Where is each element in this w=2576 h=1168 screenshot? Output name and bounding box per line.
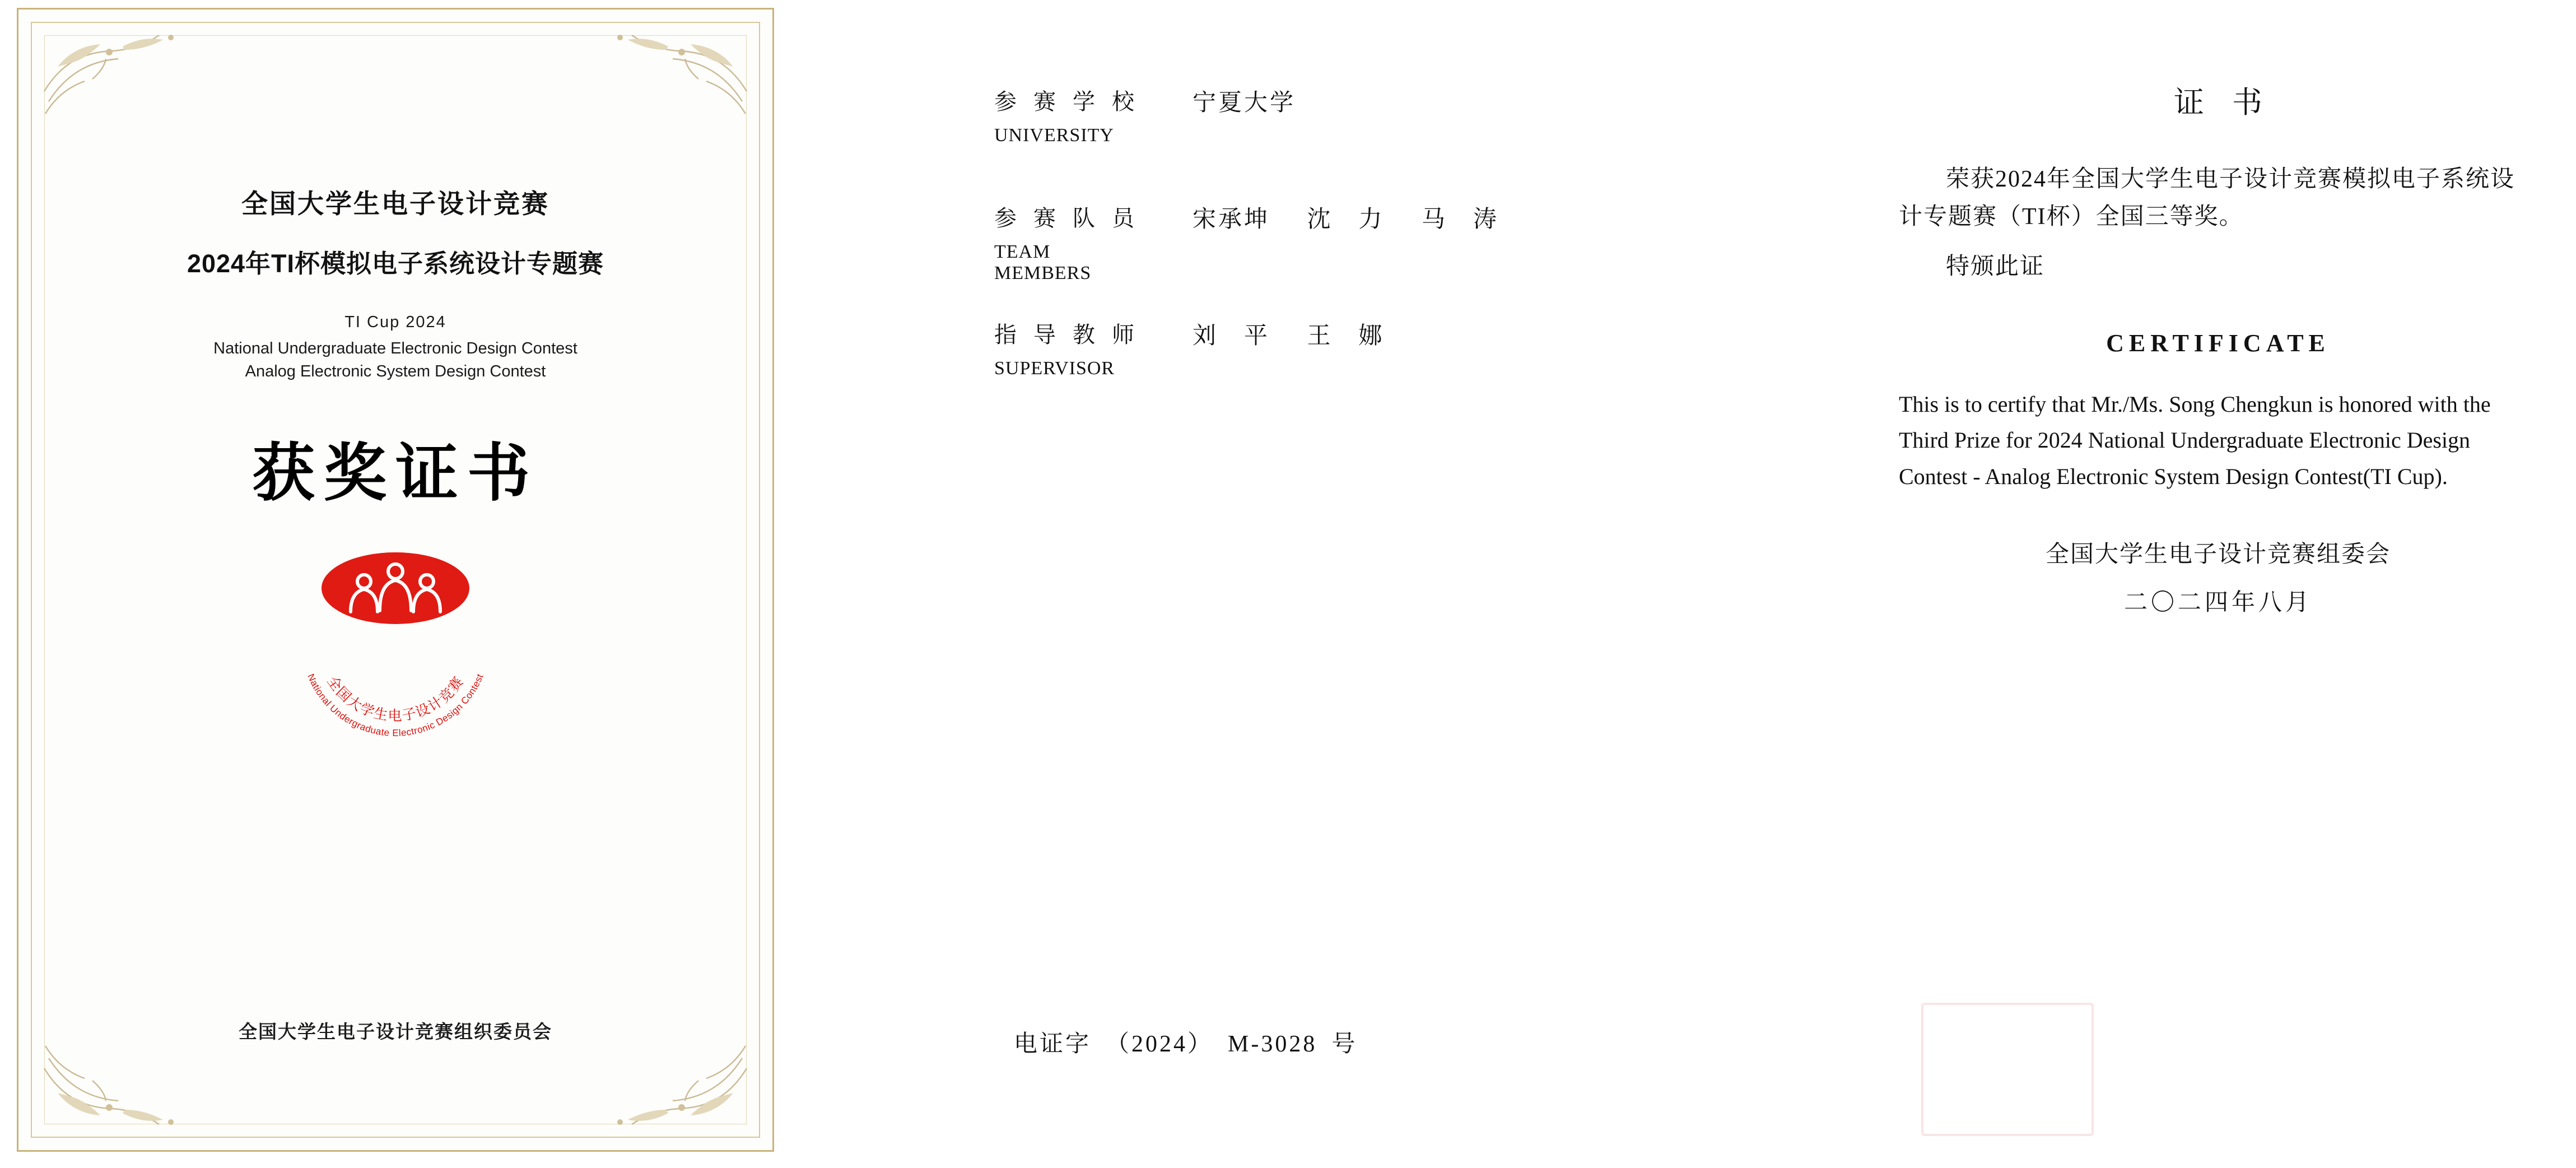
field-university-value: 宁夏大学 [1192,90,1296,116]
field-university-label [994,84,1145,146]
serial-year: （2024） [1106,1031,1214,1057]
certificate-heading-en: CERTIFICATE [2106,329,2330,357]
cover-en-line-1: TI Cup 2024 [344,313,446,331]
certificate-paragraph-cn: 荣获2024年全国大学生电子设计竞赛模拟电子系统设计专题赛（TI杯）全国三等奖。 [1899,166,2516,230]
certificate-serial-number [1014,1025,1357,1059]
certificate-signature: 全国大学生电子设计竞赛组委会 [2045,541,2391,567]
cover-border-outer [17,8,774,1152]
supervisor-name: 刘 平 [1192,323,1270,349]
certificate-body-en: This is to certify that Mr./Ms. Song Chengkun is honored with the Third Prize for 2024 National Undergraduate Electronic Design Contest - Analog Electronic System Design Contest(TI Cup). [1899,391,2491,490]
team-member-name: 马 涛 [1422,207,1499,232]
field-university-label-en: UNIVERSITY [994,125,1114,146]
supervisor-name: 王 娜 [1307,323,1385,349]
field-supervisor-value [1192,317,1414,351]
cover-subtitle-cn: 2024年TI杯模拟电子系统设计专题赛 [187,249,604,278]
field-supervisor-label-cn: 指 导 教 师 [994,322,1140,347]
team-member-name: 宋承坤 [1192,207,1270,232]
award-fields [994,84,1806,434]
field-supervisor [994,317,1806,384]
serial-number: M-3028 [1228,1031,1317,1057]
logo-ring-text-en: National Undergraduate Electronic Design Contest [305,672,486,739]
logo-ring-text-cn: 全国大学生电子设计竞赛 [324,673,467,724]
field-team-members-label-en: TEAM MEMBERS [994,241,1092,283]
field-supervisor-label [994,317,1145,379]
certificate-heading-cn: 证书 [2174,86,2290,119]
certificate-paragraph-cn-2: 特颁此证 [1946,254,2045,280]
certificate-content-panel [801,0,2576,1168]
field-team-members-value [1192,201,1528,234]
certificate-body [1899,78,2537,617]
cover-en-line-2: National Undergraduate Electronic Design Contest [213,339,577,357]
cover-award-title: 获奖证书 [252,438,539,508]
field-university [994,84,1806,151]
cover-en-line-3: Analog Electronic System Design Contest [245,362,546,380]
team-member-name: 沈 力 [1307,207,1385,232]
field-team-members [994,201,1806,283]
field-team-members-label [994,201,1145,284]
certificate-date: 二〇二四年八月 [2123,589,2312,616]
field-team-members-label-cn: 参 赛 队 员 [994,206,1140,231]
field-supervisor-label-en: SUPERVISOR [994,358,1115,379]
cover-organizer: 全国大学生电子设计竞赛组织委员会 [239,1021,552,1042]
field-university-label-cn: 参 赛 学 校 [994,89,1140,114]
serial-suffix: 号 [1331,1031,1358,1057]
cover-content [18,10,772,739]
contest-logo [239,547,552,739]
certificate-cover-panel [0,0,801,1168]
serial-prefix: 电证字 [1014,1031,1092,1057]
official-seal [1921,1003,2094,1136]
logo-ring-text [282,523,509,750]
cover-title-cn: 全国大学生电子设计竞赛 [241,189,549,218]
